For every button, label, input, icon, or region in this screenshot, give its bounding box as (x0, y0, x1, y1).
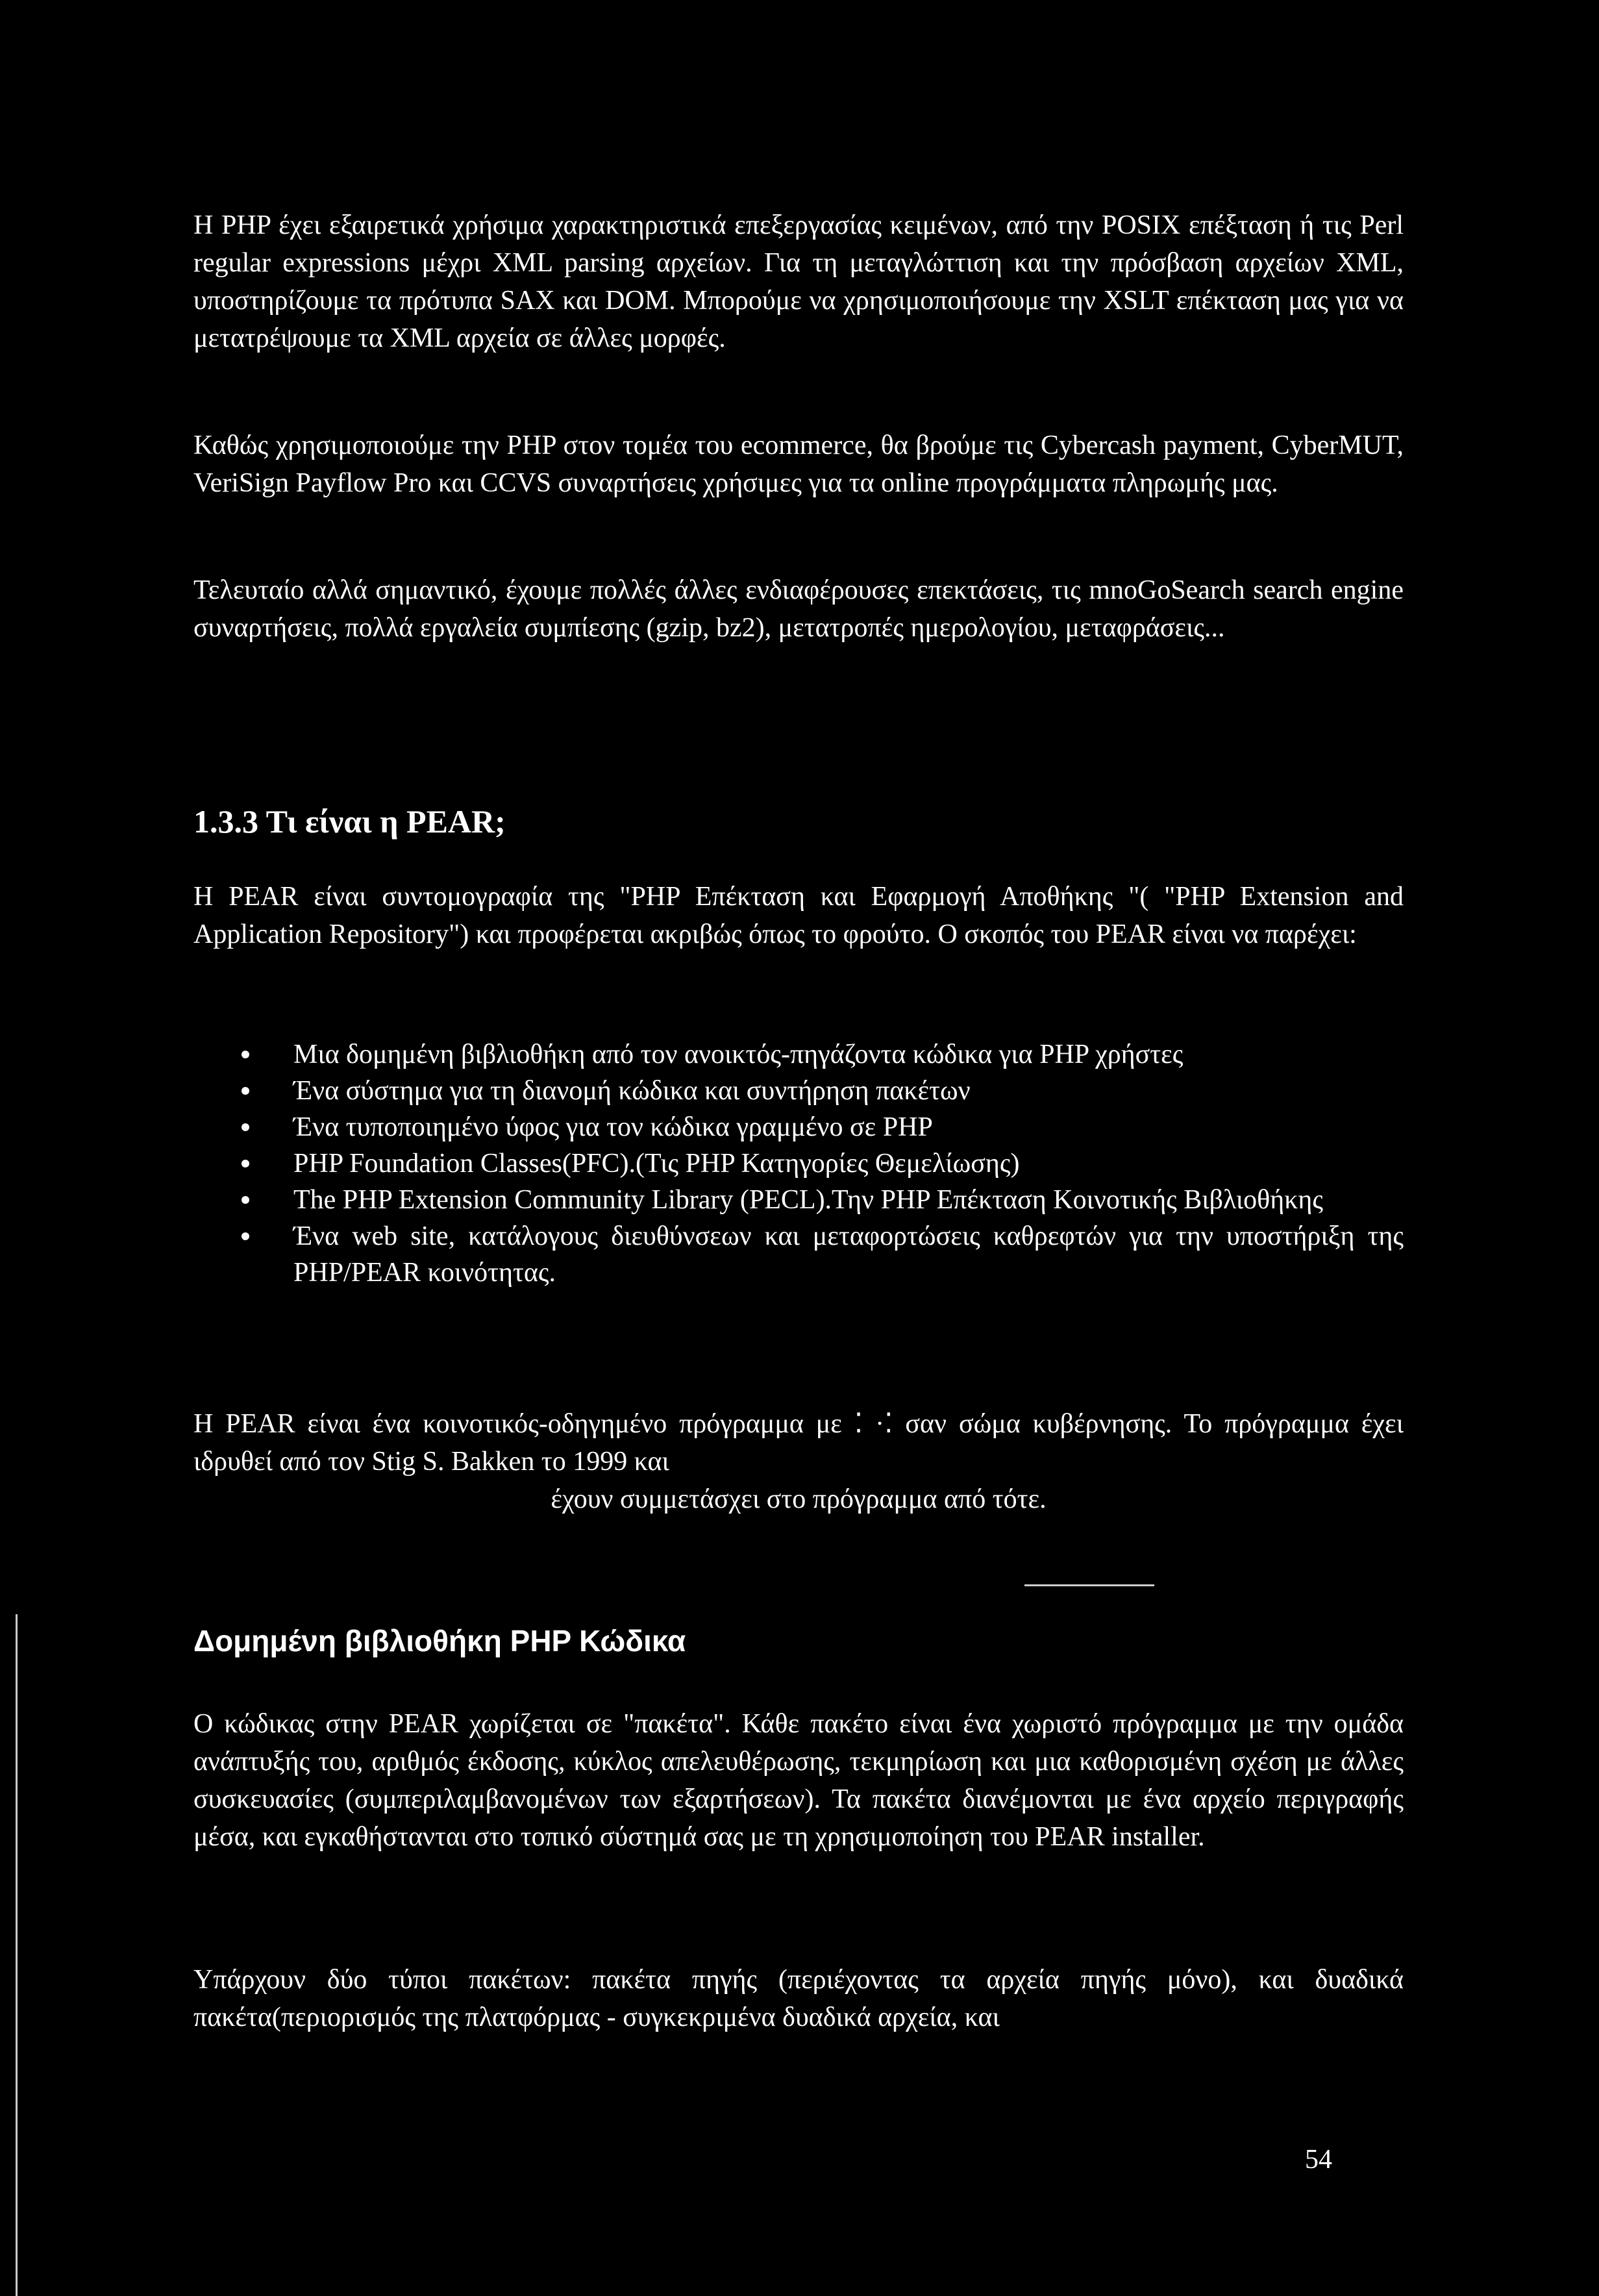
short-divider (1024, 1584, 1154, 1586)
paragraph-pear-community-line2: έχουν συμμετάσχει στο πρόγραμμα από τότε. (551, 1484, 1047, 1514)
list-item: PHP Foundation Classes(PFC).(Τις PHP Κατηγορίες Θεμελίωσης) (242, 1145, 1404, 1182)
paragraph-ecommerce: Καθώς χρησιμοποιούμε την PHP στον τομέα του ecommerce, θα βρούμε τις Cybercash payment, CyberMUT, VeriSign Payflow Pro και CCVS συναρτήσεις χρήσιμες για τα online προγράμματα πληρωμής μας. (193, 430, 1404, 498)
section-heading: 1.3.3 Τι είναι η PEAR; (193, 803, 506, 840)
bullet-icon (242, 1123, 249, 1131)
page-number: 54 (1305, 2145, 1332, 2175)
pear-goals-list (242, 1036, 1404, 1291)
paragraph-package-types: Υπάρχουν δύο τύποι πακέτων: πακέτα πηγής (περιέχοντας τα αρχεία πηγής μόνο), και δυαδικά πακέτα(περιορισμός της πλατφόρμας - συγκεκριμένα δυαδικά αρχεία, και (193, 1965, 1404, 2032)
list-item: Ένα τυποποιημένο ύφος για τον κώδικα γραμμένο σε PHP (242, 1109, 1404, 1145)
list-item: Μια δομημένη βιβλιοθήκη από τον ανοικτός-πηγάζοντα κώδικα για PHP χρήστες (242, 1036, 1404, 1073)
paragraph-pear-community-line1: Η PEAR είναι ένα κοινοτικός-οδηγημένο πρόγραμμα με ⁚ ·⁚ σαν σώμα κυβέρνησης. Το πρόγραμμα έχει ιδρυθεί από τον Stig S. Bakken το 1999 και (193, 1409, 1404, 1477)
paragraph-text-processing: Η PHP έχει εξαιρετικά χρήσιμα χαρακτηριστικά επεξεργασίας κειμένων, από την POSIX επέξταση ή τις Perl regular expressions μέχρι XML parsing αρχείων. Για τη μεταγλώττιση και την πρόσβαση αρχείων XML, υποστηρίζουμε τα πρότυπα SAX και DOM. Μπορούμε να χρησιμοποιήσουμε την XSLT επέκταση μας για να μετατρέψουμε τα XML αρχεία σε άλλες μορφές. (193, 210, 1404, 353)
bullet-icon (242, 1051, 249, 1058)
bullet-icon (242, 1087, 249, 1095)
list-item: Ένα σύστημα για τη διανομή κώδικα και συντήρηση πακέτων (242, 1073, 1404, 1109)
list-item: The PHP Extension Community Library (PECL).Την PHP Επέκταση Κοινοτικής Βιβλιοθήκης (242, 1182, 1404, 1218)
paragraph-other-extensions: Τελευταίο αλλά σημαντικό, έχουμε πολλές άλλες ενδιαφέρουσες επεκτάσεις, τις mnoGoSearch search engine συναρτήσεις, πολλά εργαλεία συμπίεσης (gzip, bz2), μετατροπές ημερολογίου, μεταφράσεις... (193, 575, 1404, 643)
left-margin-line (16, 1614, 18, 2296)
bullet-icon (242, 1232, 249, 1240)
paragraph-pear-community (193, 1405, 1404, 1518)
paragraph-packages: Ο κώδικας στην PEAR χωρίζεται σε "πακέτα". Κάθε πακέτο είναι ένα χωριστό πρόγραμμα με την ομάδα ανάπτυξής του, αριθμός έκδοσης, κύκλος απελευθέρωσης, τεκμηρίωση και μια καθορισμένη σχέση με άλλες συσκευασίες (συμπεριλαμβανομένων των εξαρτήσεων). Τα πακέτα διανέμονται με ένα αρχείο περιγραφής μέσα, και εγκαθήστανται στο τοπικό σύστημά σας με τη χρησιμοποίηση του PEAR installer. (193, 1709, 1404, 1852)
list-item: Ένα web site, κατάλογους διευθύνσεων και μεταφορτώσεις καθρεφτών για την υποστήριξη της PHP/PEAR κοινότητας. (242, 1218, 1404, 1291)
bullet-icon (242, 1196, 249, 1204)
bullet-icon (242, 1160, 249, 1167)
paragraph-pear-intro: Η PEAR είναι συντομογραφία της "PHP Επέκταση και Εφαρμογή Αποθήκης "( "PHP Extension and Application Repository") και προφέρεται ακριβώς όπως το φρούτο. Ο σκοπός του PEAR είναι να παρέχει: (193, 882, 1404, 949)
subsection-heading: Δομημένη βιβλιοθήκη PHP Κώδικα (193, 1624, 686, 1658)
